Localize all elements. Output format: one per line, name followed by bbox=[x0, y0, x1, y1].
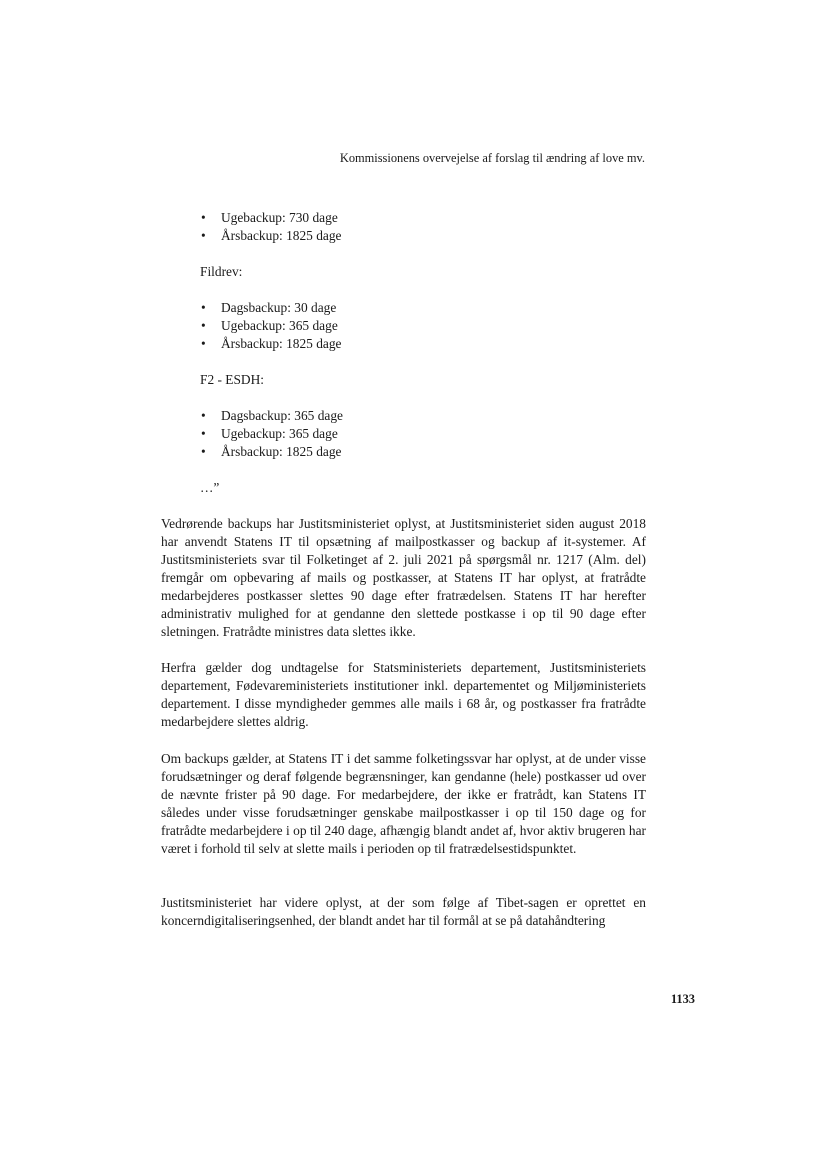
fildrev-label: Fildrev: bbox=[200, 264, 243, 279]
list-item-text: Ugebackup: 365 dage bbox=[221, 318, 338, 333]
bullet-icon: • bbox=[201, 336, 206, 351]
esdh-backup-list bbox=[200, 407, 343, 461]
bullet-icon: • bbox=[201, 318, 206, 333]
list-item-text: Årsbackup: 1825 dage bbox=[221, 228, 342, 243]
list-item bbox=[200, 317, 341, 335]
body-paragraph: Herfra gælder dog undtagelse for Statsministeriets departement, Justitsministeriets departement, Fødevareministeriets institutioner inkl. departementet og Miljøministeriets departement. I disse myndigheder gemmes alle mails i 68 år, og postkasser fra fratrådte medarbejdere slettes aldrig. bbox=[161, 660, 646, 729]
list-item-text: Årsbackup: 1825 dage bbox=[221, 444, 342, 459]
backup-list-top bbox=[200, 209, 341, 245]
list-item bbox=[200, 227, 341, 245]
list-item bbox=[200, 299, 341, 317]
body-paragraph: Om backups gælder, at Statens IT i det samme folketingssvar har oplyst, at de under visse forudsætninger og deraf følgende begrænsninger, kan gendanne (hele) postkasser ud over de nævnte frister på 90 dage. For medarbejdere, der ikke er fratrådt, kan Statens IT således under visse forudsætninger genskabe mailpostkasser i op til 150 dage og for fratrådte medarbejdere i op til 240 dage, afhængig blandt andet af, hvor aktiv brugeren har været i forhold til selv at slette mails i perioden op til fratrædelsestidspunktet. bbox=[161, 751, 646, 856]
bullet-icon: • bbox=[201, 300, 206, 315]
esdh-label: F2 - ESDH: bbox=[200, 372, 264, 387]
list-item bbox=[200, 407, 343, 425]
bullet-icon: • bbox=[201, 210, 206, 225]
bullet-icon: • bbox=[201, 228, 206, 243]
quote-end: …” bbox=[200, 480, 220, 495]
list-item-text: Ugebackup: 365 dage bbox=[221, 426, 338, 441]
bullet-icon: • bbox=[201, 444, 206, 459]
fildrev-backup-list bbox=[200, 299, 341, 353]
bullet-icon: • bbox=[201, 426, 206, 441]
bullet-icon: • bbox=[201, 408, 206, 423]
list-item-text: Årsbackup: 1825 dage bbox=[221, 336, 342, 351]
body-paragraph: Vedrørende backups har Justitsministeriet oplyst, at Justitsministeriet siden august 2018 har anvendt Statens IT til opsætning af mailpostkasser og backup af it-systemer. Af Justitsministeriets svar til Folketinget af 2. juli 2021 på spørgsmål nr. 1217 (Alm. del) fremgår om opbevaring af mails og postkasser, at Statens IT har oplyst, at fratrådte medarbejderes postkasser slettes 90 dage efter fratrædelsen. Statens IT har herefter administrativ mulighed for at gendanne den slettede postkasse i op til 90 dage efter sletningen. Fratrådte ministres data slettes ikke. bbox=[161, 516, 646, 639]
page-number: 1133 bbox=[670, 992, 695, 1006]
running-header: Kommissionens overvejelse af forslag til ændring af love mv. bbox=[339, 151, 645, 165]
list-item bbox=[200, 425, 343, 443]
list-item-text: Ugebackup: 730 dage bbox=[221, 210, 338, 225]
list-item bbox=[200, 209, 341, 227]
list-item bbox=[200, 443, 343, 461]
list-item bbox=[200, 335, 341, 353]
list-item-text: Dagsbackup: 30 dage bbox=[221, 300, 337, 315]
list-item-text: Dagsbackup: 365 dage bbox=[221, 408, 343, 423]
body-paragraph: Justitsministeriet har videre oplyst, at der som følge af Tibet-sagen er oprettet en koncerndigitaliseringsenhed, der blandt andet har til formål at se på datahåndtering bbox=[161, 895, 646, 928]
